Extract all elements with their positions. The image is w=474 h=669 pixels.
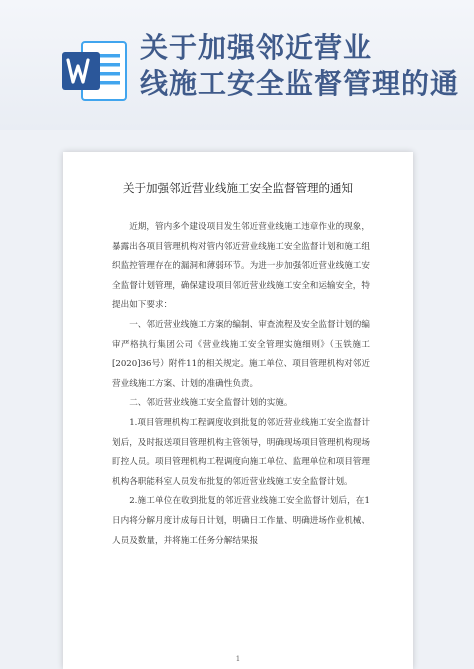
body-paragraph-intro: 近期，管内多个建设项目发生邻近营业线施工违章作业的现象，暴露出各项目管理机构对管内邻近营业线施工安全监督计划和施工组织监控管理存在的漏洞和薄弱环节。为进一步加强邻近营业线施工安全监督计划管理，确保建设项目邻近营业线施工安全和运输安全，特提出如下要求：	[112, 222, 370, 311]
banner-title-line-1: 关于加强邻近营业	[140, 31, 373, 64]
banner	[0, 0, 474, 130]
page-number: 1	[235, 655, 241, 663]
body-paragraph-item-1: 1.项目管理机构工程调度收到批复的邻近营业线施工安全监督计划后，及时报送项目管理机构主管领导，明确现场项目管理机构现场盯控人员。项目管理机构工程调度向施工单位、监理单位和项目管理机构各职能科室人员发布批复的邻近营业线施工安全监督计划。	[112, 417, 370, 487]
body-paragraph-section-2: 二、邻近营业线施工安全监督计划的实施。	[129, 398, 293, 409]
banner-title	[140, 30, 474, 102]
body-paragraph-item-2: 2.施工单位在收到批复的邻近营业线施工安全监督计划后，在1日内将分解月度计成每日计划，明确日工作量、明确进场作业机械、人员及数量，并将施工任务分解结果报	[112, 496, 370, 546]
document-body	[112, 218, 370, 551]
document-title: 关于加强邻近营业线施工安全监督管理的通知	[123, 181, 353, 195]
document-page	[63, 152, 413, 669]
word-document-icon	[60, 40, 128, 102]
body-paragraph-section-1: 一、邻近营业线施工方案的编制、审查流程及安全监督计划的编审严格执行集团公司《营业线施工安全管理实施细则》（玉铁施工[2020]36号）附件11的相关规定。施工单位、项目管理机构对邻近营业线施工方案、计划的准确性负责。	[112, 319, 370, 389]
banner-title-line-2: 线施工安全监督管理的通	[140, 67, 460, 100]
